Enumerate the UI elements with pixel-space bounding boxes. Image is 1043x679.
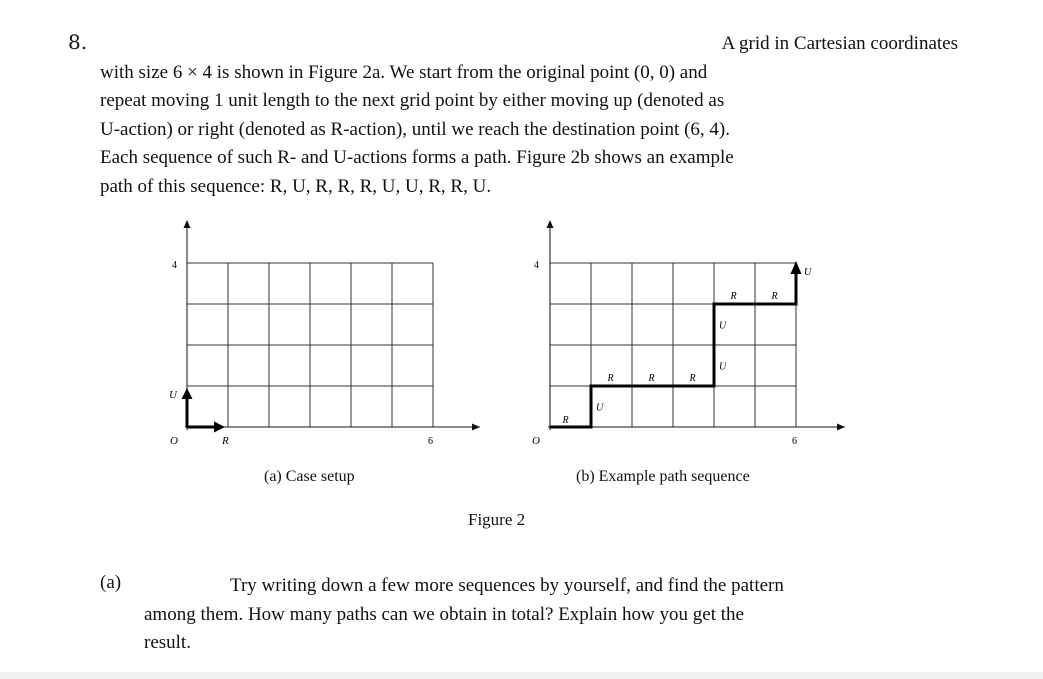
question-number: 8. — [68, 30, 88, 54]
right-action-arrowhead — [214, 422, 225, 433]
question-text — [100, 30, 958, 201]
x-tick-label: 6 — [792, 436, 797, 447]
example-path — [550, 261, 812, 427]
x-axis-arrowhead — [472, 424, 480, 431]
x-tick-label: 6 — [428, 436, 433, 447]
caption-case-setup: (a) Case setup — [264, 468, 355, 485]
path-step-label: R — [730, 291, 737, 302]
question-line-3: repeat moving 1 unit length to the next grid point by either moving up (denoted as — [100, 90, 725, 111]
path-step-label: R — [562, 415, 569, 426]
origin-label: O — [170, 435, 178, 447]
subquestion-label: (a) — [100, 572, 122, 593]
question-line-1: A grid in Cartesian coordinates — [721, 33, 958, 54]
right-arrow-label: R — [222, 435, 229, 447]
path-step-label: R — [607, 373, 614, 384]
y-tick-label: 4 — [534, 260, 539, 271]
question-line-2: with size 6 × 4 is shown in Figure 2a. We start from the original point (0, 0) and — [100, 61, 708, 83]
question-line-4: U-action) or right (denoted as R-action), until we reach the destination point (6, 4). — [100, 118, 730, 140]
question-line-5: Each sequence of such R- and U-actions forms a path. Figure 2b shows an example — [100, 147, 734, 168]
subquestion-line-3: result. — [144, 632, 191, 653]
x-axis-arrowhead — [837, 424, 845, 431]
figure-case-setup — [150, 208, 480, 458]
y-axis-arrowhead — [547, 220, 554, 228]
subquestion-line-2: among them. How many paths can we obtain in total? Explain how you get the — [144, 603, 744, 625]
path-step-label: R — [689, 373, 696, 384]
path-step-label: U — [719, 361, 727, 373]
grid-example-path — [550, 263, 796, 427]
origin-label: O — [532, 435, 540, 447]
path-step-label: U — [719, 320, 727, 332]
figure-label: Figure 2 — [468, 510, 526, 529]
subquestion-text — [144, 572, 958, 658]
path-step-label: U — [804, 267, 812, 278]
grid-case-setup — [187, 263, 433, 427]
question-line-6: path of this sequence: R, U, R, R, R, U, U, R, R, U. — [100, 175, 492, 197]
caption-example-path: (b) Example path sequence — [576, 468, 750, 485]
subquestion-line-1: Try writing down a few more sequences by yourself, and find the pattern — [230, 575, 784, 596]
path-step-label: R — [771, 291, 778, 302]
y-tick-label: 4 — [172, 260, 177, 271]
figure-example-path — [520, 208, 860, 458]
page-bottom-edge — [0, 672, 1043, 679]
up-action-arrowhead — [182, 388, 193, 399]
path-step-label: R — [648, 373, 655, 384]
up-arrow-label: U — [169, 389, 177, 401]
path-step-label: U — [596, 402, 604, 414]
y-axis-arrowhead — [184, 220, 191, 228]
